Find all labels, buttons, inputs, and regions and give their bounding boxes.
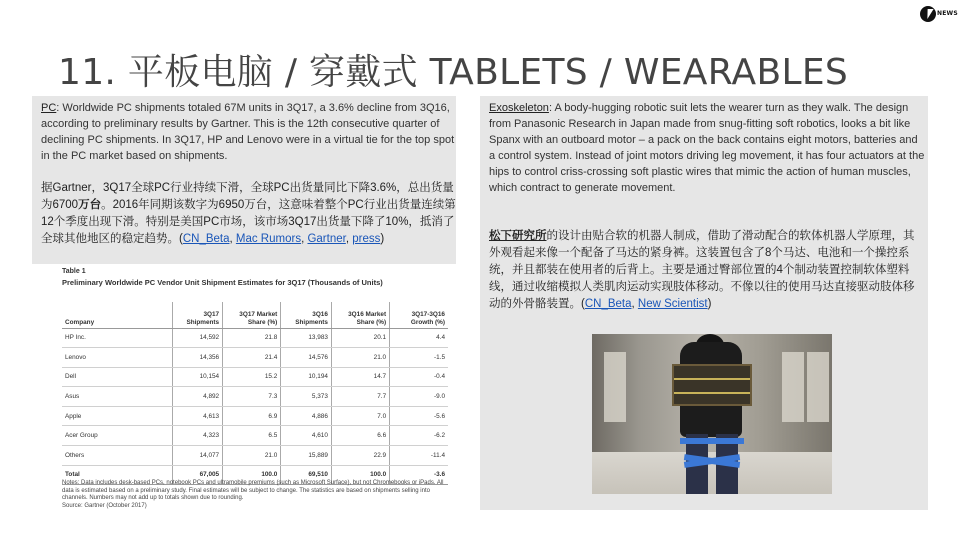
exoskeleton-chinese-bold: 松下研究所: [489, 230, 547, 242]
table-cell: 21.0: [223, 446, 281, 466]
photo-wire: [674, 378, 750, 380]
table-cell: 4,892: [172, 387, 223, 407]
table-cell: 100.0: [223, 465, 281, 485]
photo-blue-band: [680, 438, 744, 444]
pc-chinese-paragraph: 据Gartner，3Q17全球PC行业持续下滑，全球PC出货量同比下降3.6%，总出货量为6700万台。2016年同期该数字为6950万台，这意味着整个PC行业出货量连续第12个季度出现下滑。特别是美国PC市场，该市场3Q17出货量下降了10%，抵消了全球其他地区的稳定趋势。(CN_Beta, Mac Rumors, Gartner, press): [41, 182, 456, 245]
table-row: [62, 446, 448, 466]
table-header-row: [62, 302, 448, 328]
th-3q16-share: 3Q16 Market Share (%): [331, 302, 389, 328]
table-row: [62, 387, 448, 407]
exoskeleton-english-paragraph: [489, 100, 925, 196]
table-cell: 10,154: [172, 367, 223, 387]
brand-logo-text: NEWS: [937, 10, 958, 17]
link-cnbeta[interactable]: CN_Beta: [182, 233, 230, 245]
pc-english-paragraph: [41, 100, 457, 164]
shipment-table: [62, 302, 448, 485]
table-cell: 10,194: [281, 367, 332, 387]
table-cell: 21.0: [331, 348, 389, 368]
table-cell: 7.3: [223, 387, 281, 407]
table-cell: -9.0: [390, 387, 448, 407]
table-cell: Lenovo: [62, 348, 172, 368]
table-cell: 15,889: [281, 446, 332, 466]
table-cell: 20.1: [331, 328, 389, 348]
th-3q17-share: 3Q17 Market Share (%): [223, 302, 281, 328]
table-cell: 22.9: [331, 446, 389, 466]
table-cell: -1.5: [390, 348, 448, 368]
table-cell: 4.4: [390, 328, 448, 348]
table-cell: Asus: [62, 387, 172, 407]
exoskeleton-chinese-text: 的设计由贴合软的机器人制成，借助了滑动配合的软体机器人学原理，其外观看起来像一个配备了马达的紧身裤。这装置包含了8个马达、电池和一个操控系统，并且都装在使用者的后背上。主要是通过臀部位置的4个制动装置控制软体塑料线，通过收缩模拟人类肌肉运动实现肢体移动。不像以往的使用马达直接驱动肢体移动的外骨骼装置。(: [489, 230, 915, 310]
link-press[interactable]: press: [352, 233, 381, 245]
pc-english-text: : Worldwide PC shipments totaled 67M units in 3Q17, a 3.6% decline from 3Q16, according to preliminary results by Gartner. This is the 12th consecutive quarter of declining PC shipments. In 3Q17, HP and Lenovo were in a virtual tie for the top spot in the PC market based on shipments.: [41, 102, 455, 162]
table-cell: 21.8: [223, 328, 281, 348]
table-cell: 14,356: [172, 348, 223, 368]
table-cell: 6.9: [223, 406, 281, 426]
table-caption: Table 1: [62, 268, 86, 275]
th-3q17-shipments: 3Q17 Shipments: [172, 302, 223, 328]
table-cell: -5.6: [390, 406, 448, 426]
table-cell: Total: [62, 465, 172, 485]
th-company: Company: [62, 302, 172, 328]
table-cell: Apple: [62, 406, 172, 426]
slide-title: 11. 平板电脑 / 穿戴式 TABLETS / WEARABLES: [58, 52, 849, 93]
table-notes: [62, 480, 452, 510]
table-cell: 100.0: [331, 465, 389, 485]
photo-window: [807, 352, 829, 422]
table-cell: -11.4: [390, 446, 448, 466]
table-cell: Dell: [62, 367, 172, 387]
photo-control-pack: [672, 364, 752, 406]
table-cell: 15.2: [223, 367, 281, 387]
table-cell: 7.0: [331, 406, 389, 426]
table-cell: HP Inc.: [62, 328, 172, 348]
link-macrumors[interactable]: Mac Rumors: [235, 233, 302, 245]
table-row: [62, 348, 448, 368]
table-cell: 7.7: [331, 387, 389, 407]
photo-wire: [674, 392, 750, 394]
table-cell: 4,886: [281, 406, 332, 426]
exoskeleton-english-text: : A body-hugging robotic suit lets the wearer turn as they walk. The design from Panasonic Research in Japan made from snug-fitting soft robotics, looks a bit like Spanx with an outboard motor – a pack on the back contains eight motors, batteries and a control system. Instead of joint motors driving leg movement, it has four actuators at the hips to control criss-crossing soft plastic wires that mimic the action of human muscles, which contract to generate movement.: [489, 102, 925, 194]
table-cell: 6.5: [223, 426, 281, 446]
table-cell: -0.4: [390, 367, 448, 387]
table-cell: Acer Group: [62, 426, 172, 446]
table-title: Preliminary Worldwide PC Vendor Unit Shipment Estimates for 3Q17 (Thousands of Units): [62, 278, 383, 287]
lightning-icon: [920, 6, 936, 22]
exoskeleton-chinese-close: ): [707, 298, 712, 310]
table-row: [62, 406, 448, 426]
table-cell: Others: [62, 446, 172, 466]
table-cell: 6.6: [331, 426, 389, 446]
link-cnbeta-2[interactable]: CN_Beta: [584, 298, 632, 310]
photo-window: [782, 352, 804, 422]
table-cell: 14,077: [172, 446, 223, 466]
exoskeleton-chinese-paragraph: 松下研究所的设计由贴合软的机器人制成，借助了滑动配合的软体机器人学原理，其外观看起来像一个配备了马达的紧身裤。这装置包含了8个马达、电池和一个操控系统，并且都装在使用者的后背上。主要是通过臀部位置的4个制动装置控制软体塑料线，通过收缩模拟人类肌肉运动实现肢体移动。不像以往的使用马达直接驱动肢体移动的外骨骼装置。(CN_Beta, New Scientist): [489, 230, 915, 310]
pc-chinese-bold: 万台: [78, 199, 102, 211]
table-cell: 5,373: [281, 387, 332, 407]
table-cell: 14.7: [331, 367, 389, 387]
th-growth: 3Q17-3Q16 Growth (%): [390, 302, 448, 328]
table-cell: 4,610: [281, 426, 332, 446]
exoskeleton-label: Exoskeleton: [489, 102, 549, 114]
table-source: Source: Gartner (October 2017): [62, 502, 147, 509]
table-cell: -3.6: [390, 465, 448, 485]
pc-chinese-text-1: 据Gartner，3Q17全球PC行业持续下滑，全球PC出货量同比下降3.6%，总出货量为6700: [41, 182, 454, 211]
brand-logo: [920, 6, 956, 22]
pc-chinese-text-2: 。2016年同期该数字为6950万台，这意味着整个PC行业出货量连续第12个季度出现下滑。特别是美国PC市场，该市场3Q17出货量下降了10%，抵消了全球其他地区的稳定趋势。(: [41, 199, 456, 245]
table-row: [62, 367, 448, 387]
link-newscientist[interactable]: New Scientist: [637, 298, 708, 310]
th-3q16-shipments: 3Q16 Shipments: [281, 302, 332, 328]
table-cell: 67,005: [172, 465, 223, 485]
table-notes-text: Notes: Data includes desk-based PCs, notebook PCs and ultramobile premiums (such as Microsoft Surface), but not Chromebooks or iPads. All data is estimated based on a preliminary study. Final estimates will be subject to change. The statistics are based on shipments selling into channels. Numbers may not add up to totals shown due to rounding.: [62, 480, 444, 502]
table-cell: 14,576: [281, 348, 332, 368]
pc-chinese-close: ): [380, 233, 385, 245]
table-cell: 4,323: [172, 426, 223, 446]
table-cell: 4,613: [172, 406, 223, 426]
table-cell: 13,983: [281, 328, 332, 348]
link-gartner[interactable]: Gartner: [307, 233, 346, 245]
table-cell: 21.4: [223, 348, 281, 368]
exoskeleton-photo: [592, 334, 832, 494]
table-cell: 69,510: [281, 465, 332, 485]
table-row: [62, 328, 448, 348]
table-row: [62, 426, 448, 446]
photo-window: [604, 352, 626, 422]
table-cell: -6.2: [390, 426, 448, 446]
gartner-table-image: [32, 264, 456, 510]
pc-label: PC: [41, 102, 57, 114]
table-cell: 14,592: [172, 328, 223, 348]
